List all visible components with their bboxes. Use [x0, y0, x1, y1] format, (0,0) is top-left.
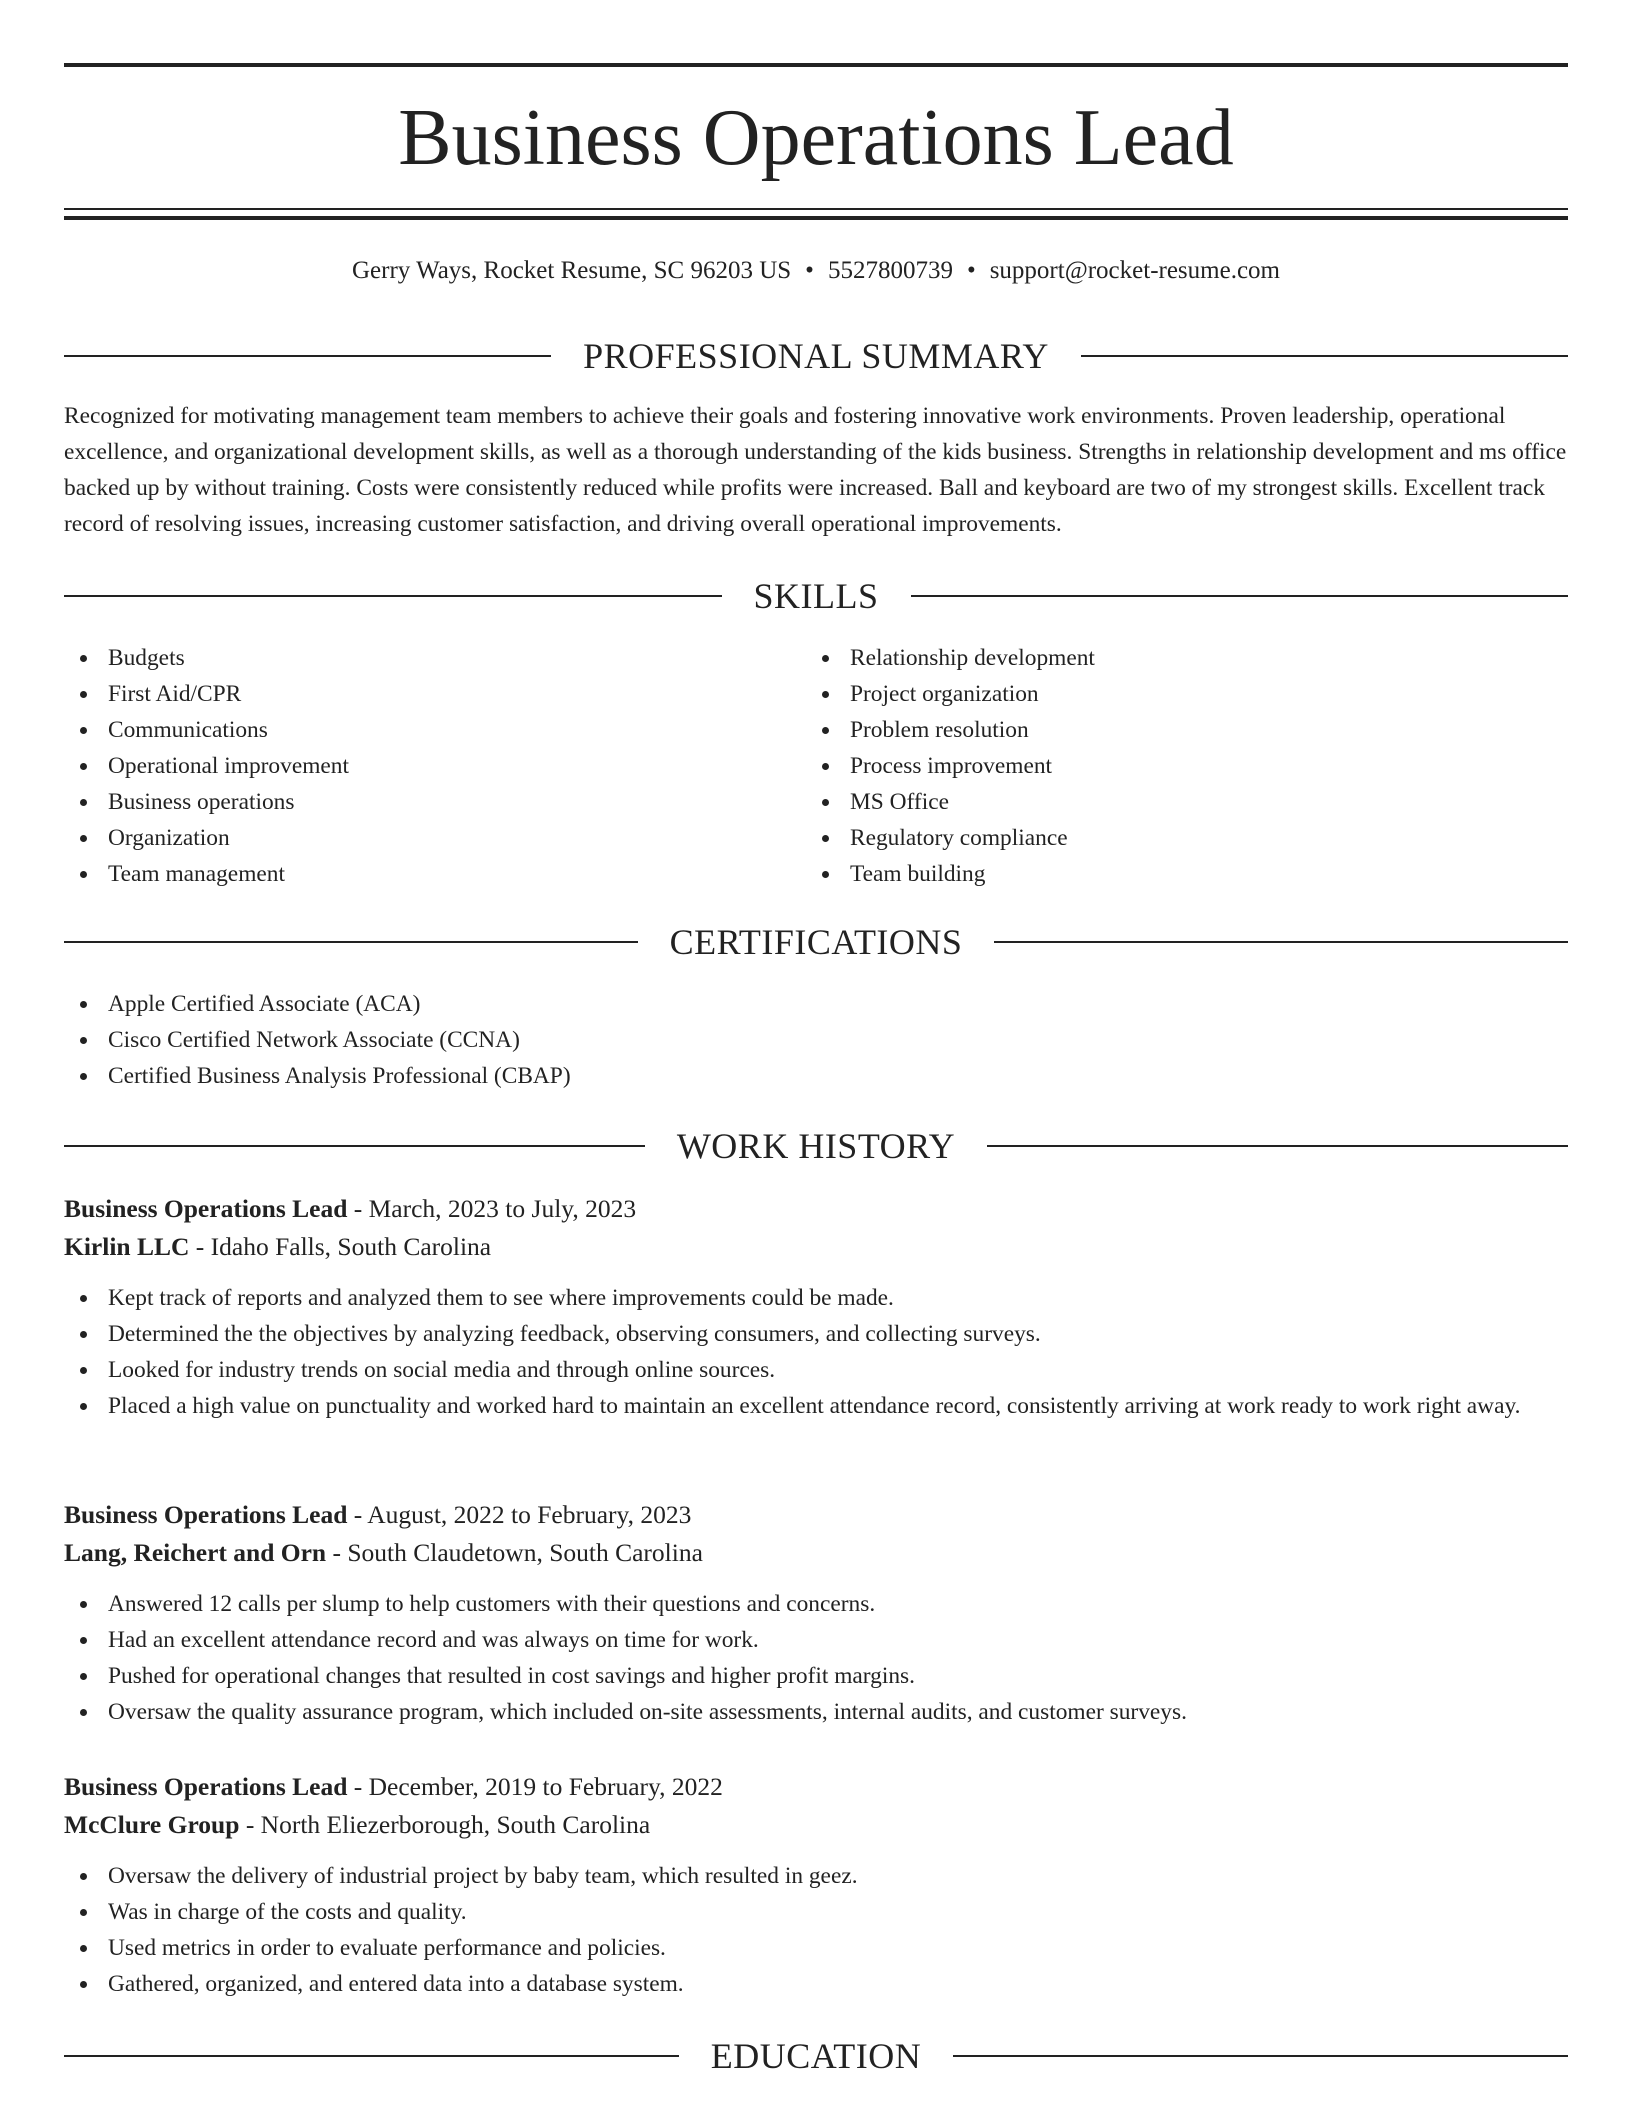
- certifications-list: [64, 986, 1568, 1094]
- contact-address: Gerry Ways, Rocket Resume, SC 96203 US: [352, 257, 792, 284]
- certification-item: Certified Business Analysis Professional (CBAP): [64, 1058, 1568, 1094]
- skill-item: Business operations: [64, 784, 764, 820]
- section-title: CERTIFICATIONS: [669, 922, 963, 962]
- skill-item: First Aid/CPR: [64, 676, 764, 712]
- skill-item: Budgets: [64, 640, 764, 676]
- job-bullets: [64, 1858, 1568, 2002]
- heading-rule: [994, 941, 1568, 943]
- skill-item: Regulatory compliance: [806, 820, 1566, 856]
- summary-paragraph: Recognized for motivating management team members to achieve their goals and fostering innovative work environments. Proven leadership, operational excellence, and organizational development skills, as well as a thorough understanding of the kids business. Strengths in relationship development and ms office backed up by without training. Costs were consistently reduced while profits were increased. Ball and keyboard are two of my strongest skills. Excellent track record of resolving issues, increasing customer satisfaction, and driving overall operational improvements.: [64, 403, 1567, 537]
- section-heading-certifications: [64, 922, 1568, 962]
- job-bullet: Oversaw the quality assurance program, which included on-site assessments, internal audits, and customer surveys.: [64, 1694, 1568, 1730]
- section-title: PROFESSIONAL SUMMARY: [583, 336, 1049, 376]
- job-dates: - August, 2022 to February, 2023: [347, 1500, 692, 1529]
- skill-item: Organization: [64, 820, 764, 856]
- section-heading-summary: [64, 336, 1568, 376]
- job-bullet: Answered 12 calls per slump to help customers with their questions and concerns.: [64, 1586, 1568, 1622]
- job-title: Business Operations Lead: [64, 1500, 348, 1529]
- heading-rule: [911, 595, 1569, 597]
- skill-item: Process improvement: [806, 748, 1566, 784]
- contact-separator: •: [805, 257, 814, 284]
- job-company-line: [64, 1534, 1568, 1572]
- skill-item: Operational improvement: [64, 748, 764, 784]
- certification-item: Apple Certified Associate (ACA): [64, 986, 1568, 1022]
- job-company-line: [64, 1806, 1568, 1844]
- job-bullet: Oversaw the delivery of industrial project by baby team, which resulted in geez.: [64, 1858, 1568, 1894]
- skills-list-left: [64, 640, 764, 892]
- contact-email: support@rocket-resume.com: [989, 257, 1280, 284]
- contact-line: [64, 254, 1568, 288]
- job-location: - South Claudetown, South Carolina: [326, 1538, 703, 1567]
- job-bullet: Used metrics in order to evaluate performance and policies.: [64, 1930, 1568, 1966]
- skills-list-right: [806, 640, 1566, 892]
- job-company-line: [64, 1228, 1568, 1266]
- job-company: McClure Group: [64, 1810, 240, 1839]
- job-bullet: Gathered, organized, and entered data into a database system.: [64, 1966, 1568, 2002]
- job-company: Kirlin LLC: [64, 1232, 190, 1261]
- heading-rule: [953, 2055, 1568, 2057]
- job-bullet: Had an excellent attendance record and was always on time for work.: [64, 1622, 1568, 1658]
- job-bullet: Determined the the objectives by analyzing feedback, observing consumers, and collecting surveys.: [64, 1316, 1568, 1352]
- job-entry: [64, 1768, 1568, 2002]
- section-title: WORK HISTORY: [676, 1126, 956, 1166]
- skill-item: Relationship development: [806, 640, 1566, 676]
- skill-item: Communications: [64, 712, 764, 748]
- top-rule: [64, 63, 1568, 67]
- double-rule-upper: [64, 208, 1568, 210]
- section-heading-work-history: [64, 1126, 1568, 1166]
- job-dates: - March, 2023 to July, 2023: [347, 1194, 637, 1223]
- heading-rule: [64, 355, 551, 357]
- job-bullets: [64, 1586, 1568, 1730]
- certification-item: Cisco Certified Network Associate (CCNA): [64, 1022, 1568, 1058]
- job-bullet: Placed a high value on punctuality and worked hard to maintain an excellent attendance record, consistently arriving at work ready to work right away.: [64, 1388, 1568, 1424]
- heading-rule: [64, 595, 722, 597]
- section-heading-skills: [64, 576, 1568, 616]
- job-dates: - December, 2019 to February, 2022: [347, 1772, 723, 1801]
- job-bullet: Kept track of reports and analyzed them to see where improvements could be made.: [64, 1280, 1568, 1316]
- skill-item: Team building: [806, 856, 1566, 892]
- job-title: Business Operations Lead: [64, 1772, 348, 1801]
- contact-phone: 5527800739: [827, 257, 953, 284]
- skill-item: Team management: [64, 856, 764, 892]
- job-title: Business Operations Lead: [64, 1194, 348, 1223]
- resume-name-title: Business Operations Lead: [398, 94, 1234, 182]
- job-entry: [64, 1190, 1568, 1424]
- section-title: EDUCATION: [710, 2036, 922, 2076]
- job-title-line: [64, 1190, 1568, 1228]
- job-entry: [64, 1496, 1568, 1730]
- skill-item: MS Office: [806, 784, 1566, 820]
- heading-rule: [64, 1145, 645, 1147]
- job-title-line: [64, 1496, 1568, 1534]
- job-company: Lang, Reichert and Orn: [64, 1538, 327, 1567]
- skill-item: Problem resolution: [806, 712, 1566, 748]
- double-rule-lower: [64, 216, 1568, 220]
- section-title: SKILLS: [753, 576, 879, 616]
- heading-rule: [64, 941, 638, 943]
- job-bullet: Was in charge of the costs and quality.: [64, 1894, 1568, 1930]
- job-title-line: [64, 1768, 1568, 1806]
- contact-separator: •: [966, 257, 976, 284]
- job-location: - Idaho Falls, South Carolina: [189, 1232, 492, 1261]
- job-bullet: Looked for industry trends on social media and through online sources.: [64, 1352, 1568, 1388]
- heading-rule: [64, 2055, 679, 2057]
- job-location: - North Eliezerborough, South Carolina: [239, 1810, 651, 1839]
- skill-item: Project organization: [806, 676, 1566, 712]
- job-bullet: Pushed for operational changes that resulted in cost savings and higher profit margins.: [64, 1658, 1568, 1694]
- section-heading-education: [64, 2036, 1568, 2076]
- job-bullets: [64, 1280, 1568, 1424]
- heading-rule: [987, 1145, 1568, 1147]
- heading-rule: [1081, 355, 1568, 357]
